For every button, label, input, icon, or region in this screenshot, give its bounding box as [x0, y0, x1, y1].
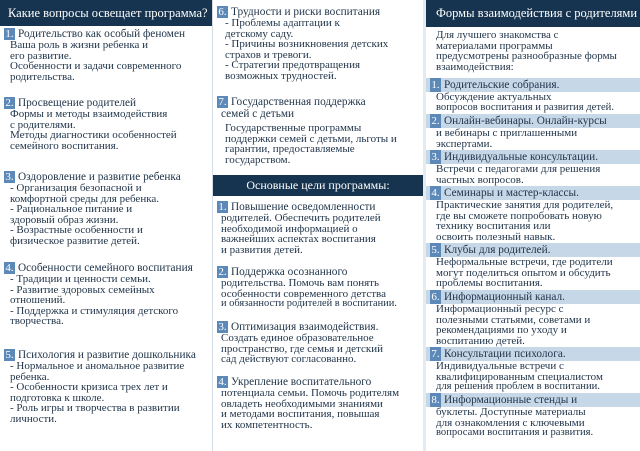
form-line: Индивидуальные консультации.: [444, 151, 599, 163]
form-line: для ознакомления с ключевыми: [436, 416, 585, 429]
goal-item-2: [213, 266, 423, 310]
form-line: Семинары и мастер-классы.: [444, 187, 579, 199]
form-line: Онлайн-вебинары. Онлайн-курсы: [444, 115, 607, 127]
goal-item-3: [213, 321, 423, 365]
form-line: вопросов воспитания и развития детей.: [436, 101, 614, 113]
topic-title: Психология и развитие дошкольника: [18, 349, 196, 361]
goal-line: необходимой информацией о: [221, 222, 358, 235]
item-number: 1.: [218, 201, 227, 213]
form-line: полезными статьями, советами и: [436, 313, 591, 326]
topic-line: - Развитие здоровых семейных: [10, 283, 155, 296]
intro-line: Для лучшего знакомства с: [436, 29, 559, 41]
topic-line: детскому саду.: [225, 27, 294, 40]
goal-line: родительства. Помочь вам понять: [221, 277, 379, 289]
goal-line: Укрепление воспитательного: [231, 376, 372, 388]
topic-line: Особенности и задачи современного: [10, 60, 182, 73]
form-line: воспитанию детей.: [436, 334, 525, 347]
form-item-5: [426, 243, 640, 289]
item-number: 1.: [5, 28, 14, 40]
topic-line: возможных трудностей.: [225, 69, 337, 82]
topic-item-7: [213, 96, 423, 165]
form-line: частных вопросов.: [436, 173, 524, 186]
topic-line: личности.: [10, 412, 57, 425]
topic-line: поддержки семей с детьми, льготы и: [225, 132, 397, 145]
form-line: Неформальные встречи, где родители: [436, 256, 613, 268]
item-number: 3.: [5, 171, 14, 183]
column-forms: [426, 0, 640, 451]
topic-line: - Организация безопасной и: [10, 182, 142, 194]
goals-header: Основные цели программы:: [213, 175, 423, 196]
item-number: 1.: [431, 79, 440, 91]
topic-line: Формы и методы взаимодействия: [10, 108, 168, 120]
topic-line: - Нормальное и аномальное развитие: [10, 360, 185, 372]
topic-line: - Проблемы адаптации к: [225, 17, 340, 29]
topic-line: - Возрастные особенности и: [10, 224, 143, 237]
topic-line: творчества.: [10, 315, 64, 328]
topic-line: - Причины возникновения детских: [225, 38, 389, 51]
item-number: 2.: [218, 266, 227, 278]
topic-title: Государственная поддержка: [231, 96, 366, 108]
topic-line: - Традиции и ценности семьи.: [10, 273, 151, 285]
form-line: Информационный канал.: [444, 291, 565, 303]
goal-line: овладеть необходимыми знаниями: [221, 397, 383, 410]
form-line: Встречи с педагогами для решения: [436, 163, 601, 175]
topic-item-3: [0, 171, 212, 247]
topic-line: здоровый образ жизни.: [10, 213, 119, 226]
form-line: Информационные стенды и: [444, 394, 578, 406]
goal-line: и развития детей.: [221, 243, 303, 256]
item-number: 4.: [218, 376, 227, 388]
form-line: проблемы воспитания.: [436, 277, 543, 290]
form-line: Клубы для родителей.: [444, 244, 551, 256]
form-line: рекомендациями по уходу и: [436, 324, 567, 337]
goal-line: важнейших аспектах воспитания: [221, 233, 376, 246]
topic-line: - Роль игры и творчества в развитии: [10, 402, 180, 415]
topic-title: Особенности семейного воспитания: [18, 262, 193, 274]
form-line: вопросами воспитания и развития.: [436, 427, 594, 439]
topic-line: - Стратегии предотвращения: [225, 59, 361, 72]
form-line: где вы сможете попробовать новую: [436, 209, 602, 222]
form-line: технику воспитания или: [436, 220, 551, 233]
goal-line: сад действуют согласованно.: [221, 353, 357, 366]
goal-item-1: [213, 201, 423, 255]
item-number: 5.: [5, 349, 14, 361]
form-item-7: [426, 347, 640, 393]
goal-line: пространство, где семья и детский: [221, 342, 383, 355]
topic-item-1: [0, 28, 212, 82]
form-line: Практические занятия для родителей,: [436, 199, 614, 211]
topic-line: Государственные программы: [225, 122, 362, 134]
goal-line: Создать единое образовательное: [221, 332, 374, 344]
topic-title-line2: семей с детьми: [221, 108, 295, 120]
topic-line: ребенка.: [10, 370, 50, 383]
topic-line: гарантии, предоставляемые: [225, 143, 355, 156]
topic-line: государством.: [225, 153, 291, 166]
topic-line: отношений.: [10, 294, 66, 307]
item-number: 2.: [5, 97, 14, 109]
item-number: 3.: [431, 151, 440, 163]
goal-item-4: [213, 376, 423, 430]
topic-title: Просвещение родителей: [18, 97, 137, 109]
item-number: 4.: [431, 187, 440, 199]
goal-line: и методами воспитания, повышая: [221, 408, 380, 421]
form-line: экспертами.: [436, 137, 493, 150]
topic-line: подготовка к школе.: [10, 391, 105, 404]
topic-line: его развитие.: [10, 49, 72, 62]
form-line: для решения проблем в воспитании.: [436, 381, 600, 393]
form-item-1: [426, 78, 640, 113]
item-number: 2.: [431, 115, 440, 127]
intro-line: взаимодействия:: [436, 60, 514, 73]
topic-title: Родительство как особый феномен: [18, 28, 186, 40]
topic-line: с родителями.: [10, 118, 76, 131]
topic-line: физическое развитие детей.: [10, 234, 140, 247]
item-number: 8.: [431, 394, 440, 406]
item-number: 3.: [218, 321, 227, 333]
topic-line: комфортной среды для ребенка.: [10, 192, 160, 205]
item-number: 6.: [431, 291, 440, 303]
topic-item-4: [0, 262, 212, 327]
intro-line: предусмотрены разнообразные формы: [436, 50, 617, 63]
goal-line: и обязанности родителей в воспитании.: [221, 298, 397, 310]
topics-header: Какие вопросы освещает программа?: [0, 0, 212, 26]
topic-line: - Рациональное питание и: [10, 203, 133, 216]
form-item-6: [426, 290, 640, 346]
topic-line: - Особенности кризиса трех лет и: [10, 381, 168, 394]
item-number: 4.: [5, 262, 14, 274]
form-item-4: [426, 186, 640, 242]
topic-item-2: [0, 97, 212, 151]
goal-line: Поддержка осознанного: [231, 266, 348, 278]
intro-line: материалами программы: [436, 39, 553, 52]
form-item-8: [426, 393, 640, 439]
form-line: Родительские собрания.: [444, 79, 560, 91]
goal-line: особенности современного детства: [221, 287, 386, 300]
topic-title: Оздоровление и развитие ребенка: [18, 171, 181, 183]
item-number: 6.: [218, 6, 227, 18]
column-topics: [0, 0, 212, 451]
form-line: освоить полезный навык.: [436, 230, 556, 243]
topic-line: страхов и тревоги.: [225, 48, 312, 61]
goal-line: их компетентность.: [221, 418, 313, 431]
column-goals: [213, 0, 423, 451]
form-line: Консультации психолога.: [444, 348, 566, 360]
form-line: Информационный ресурс с: [436, 303, 564, 315]
goal-line: Оптимизация взаимодействия.: [231, 321, 379, 333]
form-line: буклеты. Доступные материалы: [436, 406, 586, 418]
topic-line: - Поддержка и стимуляция детского: [10, 304, 179, 317]
form-line: и вебинары с приглашенными: [436, 127, 578, 139]
item-number: 5.: [431, 244, 440, 256]
form-line: Обсуждение актуальных: [436, 91, 552, 103]
form-item-3: [426, 150, 640, 185]
form-line: квалифицированным специалистом: [436, 370, 603, 383]
item-number: 7.: [218, 96, 227, 108]
topic-item-5: [0, 349, 212, 425]
topic-item-6: [213, 6, 423, 82]
form-item-2: [426, 114, 640, 149]
form-line: Индивидуальные встречи с: [436, 360, 564, 372]
topic-line: Методы диагностики особенностей: [10, 129, 177, 142]
item-number: 7.: [431, 348, 440, 360]
topic-line: родительства.: [10, 70, 75, 83]
goal-line: родителей. Обеспечить родителей: [221, 212, 381, 224]
topic-title: Трудности и риски воспитания: [231, 6, 381, 18]
goal-line: Повышение осведомленности: [231, 201, 376, 213]
form-line: могут поделиться опытом и обсудить: [436, 266, 611, 279]
topic-line: семейного воспитания.: [10, 139, 119, 152]
forms-intro: [426, 30, 640, 72]
topic-line: Ваша роль в жизни ребенка и: [10, 39, 149, 51]
forms-header: Формы взаимодействия с родителями: [426, 0, 640, 27]
goal-line: потенциала семьи. Помочь родителям: [221, 387, 400, 399]
